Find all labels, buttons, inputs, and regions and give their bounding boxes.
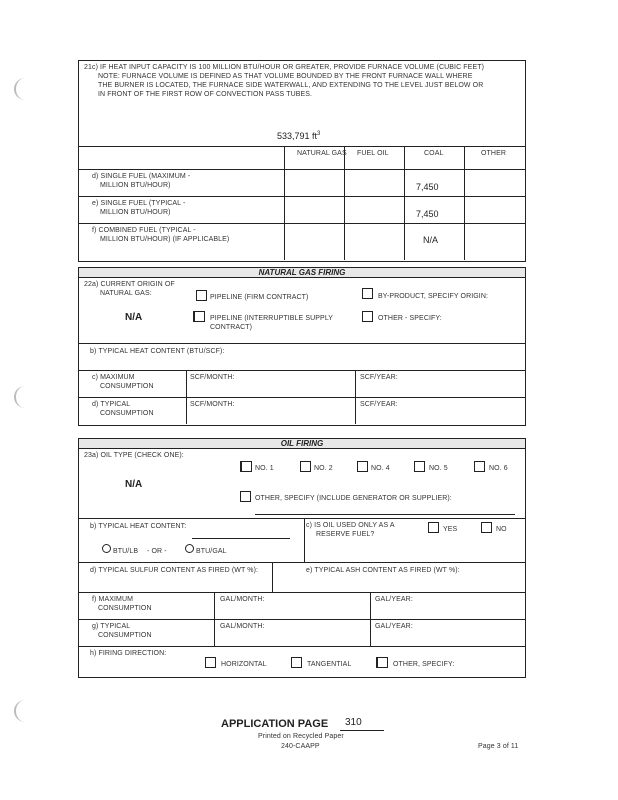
reserve-no-checkbox[interactable] (481, 522, 492, 533)
q23e-ash: e) TYPICAL ASH CONTENT AS FIRED (WT %): (306, 567, 460, 574)
btu-gal-label: BTU/GAL (196, 548, 227, 555)
col-divider (186, 370, 187, 424)
reserve-no-label: NO (496, 526, 507, 533)
col-divider (355, 370, 356, 424)
recycled-paper-note: Printed on Recycled Paper (258, 733, 344, 740)
table-row-line (78, 223, 525, 224)
q22c-scf-month: SCF/MONTH: (190, 374, 235, 381)
q23g-label-1: g) TYPICAL (92, 623, 131, 630)
col-divider (464, 146, 465, 260)
reserve-yes-checkbox[interactable] (428, 522, 439, 533)
tangential-label: TANGENTIAL (307, 661, 352, 668)
col-divider (370, 592, 371, 646)
row-e-label-2: MILLION BTU/HOUR) (100, 209, 171, 216)
col-fuel-oil-header: FUEL OIL (357, 150, 389, 157)
q23a-label: 23a) OIL TYPE (CHECK ONE): (84, 452, 184, 459)
row-e-label-1: e) SINGLE FUEL (TYPICAL - (92, 200, 186, 207)
row-d-label-1: d) SINGLE FUEL (MAXIMUM - (92, 173, 191, 180)
other-gas-checkbox[interactable] (362, 311, 373, 322)
row-line (78, 397, 525, 398)
tangential-checkbox[interactable] (291, 657, 302, 668)
col-divider (304, 518, 305, 562)
page-number-underline (340, 730, 384, 731)
byproduct-checkbox[interactable] (362, 288, 373, 299)
q21c-line2: NOTE: FURNACE VOLUME IS DEFINED AS THAT VOLUME BOUNDED BY THE FRONT FURNACE WALL WHERE (98, 73, 473, 80)
row-line (78, 370, 525, 371)
col-coal-header: COAL (424, 150, 444, 157)
oil-other-checkbox[interactable] (240, 491, 251, 502)
row-f-label-1: f) COMBINED FUEL (TYPICAL - (92, 227, 196, 234)
form-number: 240-CAAPP (281, 743, 320, 750)
oil-no4-label: NO. 4 (371, 465, 390, 472)
other-gas-label: OTHER - SPECIFY: (378, 315, 442, 322)
row-f-coal-value[interactable]: N/A (423, 235, 439, 245)
furnace-volume-value: 533,791 $ft^3$ (277, 131, 321, 141)
oil-no5-checkbox[interactable] (414, 461, 425, 472)
oil-no2-label: NO. 2 (314, 465, 333, 472)
q21c-line3: THE BURNER IS LOCATED, THE FURNACE SIDE WATERWALL, AND EXTENDING TO THE LEVEL JUST BELOW OR (98, 82, 484, 89)
oil-no5-label: NO. 5 (429, 465, 448, 472)
row-line (78, 646, 525, 647)
or-label: - OR - (147, 548, 167, 555)
row-d-coal-value[interactable]: 7,450 (416, 182, 439, 192)
oil-no6-label: NO. 6 (489, 465, 508, 472)
col-divider (272, 562, 273, 592)
q22d-label-1: d) TYPICAL (92, 401, 131, 408)
q23b-heat-content: b) TYPICAL HEAT CONTENT: (90, 523, 187, 530)
pipeline-firm-checkbox[interactable] (196, 290, 207, 301)
q23g-gal-month: GAL/MONTH: (220, 623, 265, 630)
row-line (78, 343, 525, 344)
q22c-label-1: c) MAXIMUM (92, 374, 135, 381)
oil-no2-checkbox[interactable] (300, 461, 311, 472)
q22d-label-2: CONSUMPTION (100, 410, 154, 417)
q23f-label-2: CONSUMPTION (98, 605, 152, 612)
oil-no4-checkbox[interactable] (357, 461, 368, 472)
binder-hole-mark (14, 78, 28, 100)
q22a-label-2: NATURAL GAS: (100, 290, 152, 297)
oil-other-label: OTHER, SPECIFY (INCLUDE GENERATOR OR SUPPLIER): (255, 495, 452, 502)
section-23-box (78, 438, 526, 678)
row-line (78, 619, 525, 620)
application-page-label: APPLICATION PAGE (221, 718, 329, 730)
pipeline-interruptible-checkbox[interactable] (193, 311, 205, 322)
q23h-firing-direction: h) FIRING DIRECTION: (90, 650, 167, 657)
pipeline-firm-label: PIPELINE (FIRM CONTRACT) (210, 294, 309, 301)
q23f-gal-month: GAL/MONTH: (220, 596, 265, 603)
binder-hole-mark (14, 700, 28, 722)
q22d-scf-year: SCF/YEAR: (360, 401, 398, 408)
byproduct-label: BY-PRODUCT, SPECIFY ORIGIN: (378, 293, 489, 300)
binder-hole-mark (14, 386, 28, 408)
table-top-line (78, 146, 525, 147)
other-direction-checkbox[interactable] (376, 657, 388, 668)
btu-gal-radio[interactable] (185, 544, 194, 553)
q23a-na: N/A (125, 479, 143, 490)
natural-gas-firing-title: NATURAL GAS FIRING (78, 267, 526, 278)
q22c-scf-year: SCF/YEAR: (360, 374, 398, 381)
q22b-heat-content: b) TYPICAL HEAT CONTENT (BTU/SCF): (90, 348, 225, 355)
row-line (78, 562, 525, 563)
q22a-na: N/A (125, 312, 143, 323)
row-f-label-2: MILLION BTU/HOUR) (IF APPLICABLE) (100, 236, 230, 243)
q21c-line4: IN FRONT OF THE FIRST ROW OF CONVECTION PASS TUBES. (98, 91, 313, 98)
col-natural-gas-header: NATURAL GAS (297, 150, 347, 157)
btu-lb-radio[interactable] (102, 544, 111, 553)
table-row-line (78, 196, 525, 197)
horizontal-label: HORIZONTAL (221, 661, 267, 668)
q23f-gal-year: GAL/YEAR: (375, 596, 413, 603)
q23f-label-1: f) MAXIMUM (92, 596, 134, 603)
col-other-header: OTHER (481, 150, 506, 157)
page-of-total: Page 3 of 11 (478, 743, 519, 750)
btu-lb-label: BTU/LB (113, 548, 139, 555)
reserve-yes-label: YES (443, 526, 458, 533)
oil-firing-title: OIL FIRING (78, 438, 526, 449)
col-divider (344, 146, 345, 260)
q23c-label-1: c) IS OIL USED ONLY AS A (306, 522, 395, 529)
oil-other-write-line[interactable] (255, 514, 515, 515)
row-line (78, 592, 525, 593)
oil-no1-checkbox[interactable] (240, 461, 252, 472)
other-direction-label: OTHER, SPECIFY: (393, 661, 455, 668)
row-d-label-2: MILLION BTU/HOUR) (100, 182, 171, 189)
col-divider (284, 146, 285, 260)
heat-content-write-line[interactable] (192, 538, 290, 539)
horizontal-checkbox[interactable] (205, 657, 216, 668)
q22d-scf-month: SCF/MONTH: (190, 401, 235, 408)
col-divider (404, 146, 405, 260)
q23c-label-2: RESERVE FUEL? (316, 531, 375, 538)
oil-no6-checkbox[interactable] (474, 461, 485, 472)
q22a-label-1: 22a) CURRENT ORIGIN OF (84, 281, 175, 288)
oil-no1-label: NO. 1 (255, 465, 274, 472)
q23g-label-2: CONSUMPTION (98, 632, 152, 639)
q23g-gal-year: GAL/YEAR: (375, 623, 413, 630)
col-divider (214, 592, 215, 646)
pipeline-interruptible-label-2: CONTRACT) (210, 324, 253, 331)
pipeline-interruptible-label-1: PIPELINE (INTERRUPTIBLE SUPPLY (210, 315, 334, 322)
q21c-line1: 21c) IF HEAT INPUT CAPACITY IS 100 MILLION BTU/HOUR OR GREATER, PROVIDE FURNACE VOLUME (CUBIC FEET) (84, 64, 485, 71)
q23d-sulfur: d) TYPICAL SULFUR CONTENT AS FIRED (WT %): (90, 567, 259, 574)
row-e-coal-value[interactable]: 7,450 (416, 209, 439, 219)
application-page-number: 310 (345, 717, 362, 728)
row-line (78, 518, 525, 519)
q22c-label-2: CONSUMPTION (100, 383, 154, 390)
table-header-line (78, 169, 525, 170)
